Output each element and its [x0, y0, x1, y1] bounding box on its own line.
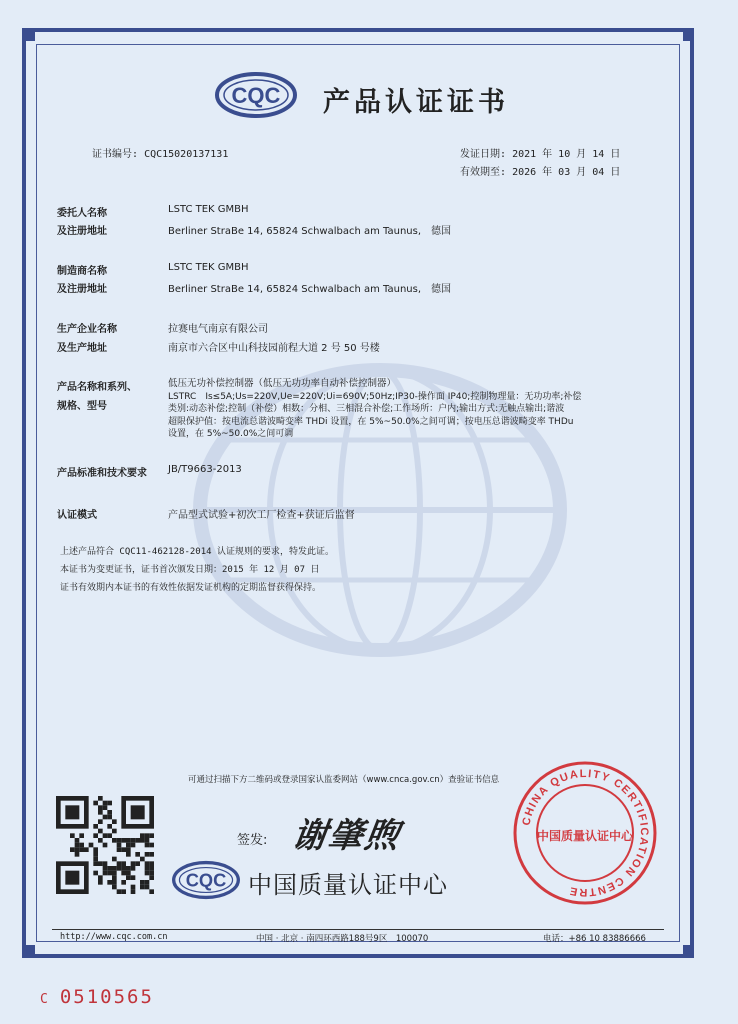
standard-label: 产品标准和技术要求	[57, 468, 147, 479]
maker-address: Berliner StraBe 14, 65824 Schwalbach am Taunus, 德国	[168, 284, 452, 295]
footer-url[interactable]: http://www.cqc.com.cn	[60, 932, 168, 942]
notice-line: 本证书为变更证书，证书首次颁发日期：2015 年 12 月 07 日	[60, 565, 320, 575]
maker-name: LSTC TEK GMBH	[168, 262, 249, 273]
footer-address: 中国 · 北京 · 南四环西路188号9区 100070	[256, 934, 429, 944]
org-name: 中国质量认证中心	[248, 871, 448, 899]
factory-label: 生产企业名称	[57, 324, 117, 335]
factory-address: 南京市六合区中山科技园前程大道 2 号 50 号楼	[168, 343, 380, 354]
notice-line: 上述产品符合 CQC11-462128-2014 认证规则的要求，特发此证。	[60, 547, 334, 557]
client-address: Berliner StraBe 14, 65824 Schwalbach am Taunus, 德国	[168, 226, 452, 237]
factory-name: 拉赛电气南京有限公司	[168, 324, 268, 335]
svg-text:中国质量认证中心: 中国质量认证中心	[536, 829, 634, 843]
footer-phone: 电话：+86 10 83886666	[543, 934, 646, 944]
certification-stamp	[512, 760, 658, 906]
cert-number: 证书编号: CQC15020137131	[92, 149, 229, 160]
standard-value: JB/T9663-2013	[168, 464, 242, 475]
factory-addr-label: 及生产地址	[57, 343, 107, 354]
product-label: 产品名称和系列、	[57, 382, 137, 393]
org-cqc-logo	[172, 860, 240, 900]
serial-number: C 0510565	[40, 986, 154, 1008]
verify-text: 可通过扫描下方二维码或登录国家认监委网站（www.cnca.gov.cn）查验证书信息	[188, 775, 500, 785]
client-addr-label: 及注册地址	[57, 226, 107, 237]
maker-label: 制造商名称	[57, 266, 107, 277]
cqc-logo	[215, 72, 297, 118]
svg-text:CQC: CQC	[185, 869, 227, 891]
client-label: 委托人名称	[57, 208, 107, 219]
product-description: 低压无功补偿控制器（低压无功功率自动补偿控制器） LSTRC Is≤5A;Us=220V,Ue=220V;Ui=690V;50Hz;IP30-操作面 IP40;控制物理量：无功功率;补偿 类别:动态补偿;控制（补偿）相数：分相、三相混合补偿;工作场所：户内;输出方式:无触点输出;谐波 超限保护值：按电流总谐波畸变率 THDi 设置，在 5%~50.0%之间可调；按电压总谐波畸变率 THDu 设置，在 5%~50.0%之间可调	[168, 378, 582, 439]
corner-ornament	[25, 31, 35, 41]
notice-line: 证书有效期内本证书的有效性依据发证机构的定期监督获得保持。	[60, 583, 322, 593]
mode-label: 认证模式	[57, 510, 97, 521]
client-name: LSTC TEK GMBH	[168, 204, 249, 215]
sign-label: 签发:	[237, 833, 268, 848]
corner-ornament	[25, 945, 35, 955]
footer-divider	[52, 929, 664, 930]
valid-date: 有效期至: 2026 年 03 月 04 日	[460, 167, 621, 178]
corner-ornament	[683, 31, 693, 41]
logo-text: CQC	[231, 83, 281, 108]
certificate-header	[215, 72, 515, 122]
issue-date: 发证日期: 2021 年 10 月 14 日	[460, 149, 621, 160]
maker-addr-label: 及注册地址	[57, 284, 107, 295]
qr-code[interactable]	[56, 796, 154, 894]
mode-value: 产品型式试验+初次工厂检查+获证后监督	[168, 510, 355, 521]
corner-ornament	[683, 945, 693, 955]
product-model-label: 规格、型号	[57, 401, 107, 412]
signature: 谢肇煦	[289, 816, 404, 856]
svg-text:CHINA QUALITY CERTIFICATION CE: CHINA QUALITY CERTIFICATION CENTRE	[520, 767, 651, 899]
certificate-title: 产品认证证书	[323, 87, 509, 118]
